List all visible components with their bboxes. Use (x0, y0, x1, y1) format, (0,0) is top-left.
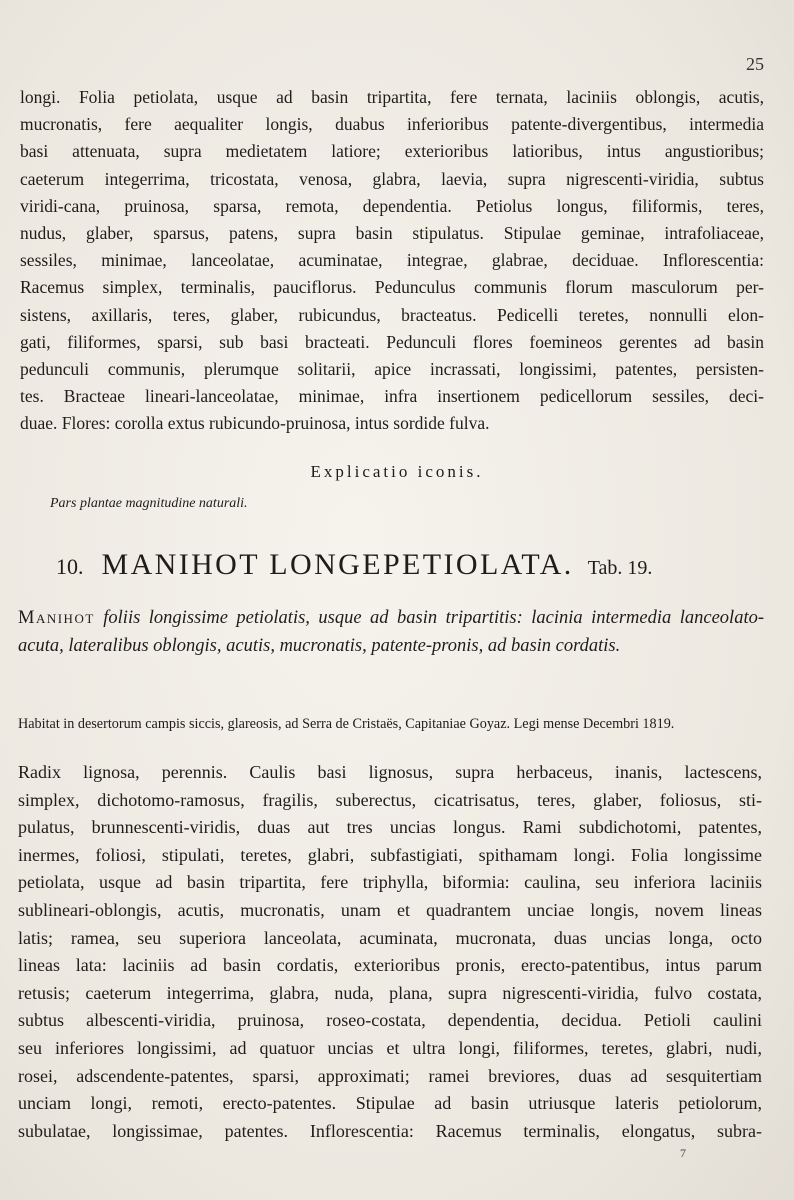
description-paragraph (18, 759, 762, 1145)
text-line: seu inferiores longissimi, ad quatuor uncias et ultra longi, filiformes, teretes, glabri, nudi, (18, 1037, 762, 1058)
diagnosis-genus: Manihot (18, 608, 95, 628)
text-line: Radix lignosa, perennis. Caulis basi lignosus, supra herbaceus, inanis, lactescens, (18, 762, 762, 782)
text-line: longi. Folia petiolata, usque ad basin tripartita, fere ternata, laciniis oblongis, acutis, (20, 87, 764, 107)
text-line: caeterum integerrima, tricostata, venosa, glabra, laevia, supra nigrescenti-viridia, subtus (20, 168, 764, 189)
text-line: rosei, adscendente-patentes, sparsi, approximati; ramei breviores, duas ad sesquitertiam (18, 1065, 762, 1086)
text-line: subtus albescenti-viridia, pruinosa, roseo-costata, dependentia, decidua. Petioli caulini (18, 1010, 762, 1031)
text-line: basi attenuata, supra medietatem latiore; exterioribus latioribus, intus angustioribus; (20, 141, 764, 162)
signature-mark: 7 (680, 1146, 686, 1160)
text-line: unciam longi, remoti, erecto-patentes. Stipulae ad basin utriusque lateris petiolorum, (18, 1093, 762, 1114)
species-name: MANIHOT LONGEPETIOLATA. (101, 548, 574, 581)
text-line: pulatus, brunnescenti-viridis, duas aut tres uncias longus. Rami subdichotomi, patentes, (18, 817, 762, 838)
diagnosis-text: foliis longissime petiolatis, usque ad basin tripartitis: lacinia intermedia lanceolato-acuta, lateralibus oblongis, acutis, mucronatis, patente-pronis, ad basin cordatis. (18, 608, 764, 656)
text-line: sessiles, minimae, lanceolatae, acuminatae, integrae, glabrae, deciduae. Inflorescentia: (20, 250, 764, 271)
text-line: tes. Bracteae lineari-lanceolatae, minimae, infra insertionem pedicellorum sessiles, deci- (20, 386, 764, 407)
text-line: simplex, dichotomo-ramosus, fragilis, suberectus, cicatrisatus, teres, glaber, foliosus, sti- (18, 789, 762, 810)
species-diagnosis (18, 604, 764, 660)
plate-reference: Tab. 19. (587, 557, 653, 579)
text-line: pedunculi communis, plerumque solitarii, apice incrassati, longissimi, patentes, persisten- (20, 359, 764, 380)
text-line: Racemus simplex, terminalis, pauciflorus. Pedunculus communis florum masculorum per- (20, 277, 764, 298)
explicatio-caption: Pars plantae magnitudine naturali. (50, 496, 248, 511)
text-line: petiolata, usque ad basin tripartita, fere triphylla, biformia: caulina, seu inferiora laciniis (18, 872, 762, 893)
page-number: 25 (746, 54, 764, 74)
text-line: retusis; caeterum integerrima, glabra, nuda, plana, supra nigrescenti-viridia, fulvo costata, (18, 982, 762, 1003)
description-paragraph-continued (20, 84, 764, 438)
text-line: latis; ramea, seu superiora lanceolata, acuminata, mucronata, duas uncias longa, octo (18, 927, 762, 948)
text-line: nudus, glaber, sparsus, patens, supra basin stipulatus. Stipulae geminae, intrafoliaceae, (20, 223, 764, 244)
text-line: gati, filiformes, sparsi, sub basi bracteati. Pedunculi flores foemineos gerentes ad basin (20, 331, 764, 352)
text-line: subulatae, longissimae, patentes. Inflorescentia: Racemus terminalis, elongatus, subra- (18, 1120, 762, 1141)
text-line: sublineari-oblongis, acutis, mucronatis, unam et quadrantem unciae longis, novem lineas (18, 899, 762, 920)
text-line: lineas lata: laciniis ad basin cordatis, exterioribus pronis, erecto-patentibus, intus parum (18, 955, 762, 976)
text-line: sistens, axillaris, teres, glaber, rubicundus, bracteatus. Pedicelli teretes, nonnulli elon- (20, 304, 764, 325)
text-line: inermes, foliosi, stipulati, teretes, glabri, subfastigiati, spithamam longi. Folia longissime (18, 844, 762, 865)
explicatio-heading: Explicatio iconis. (310, 462, 484, 481)
text-line: duae. Flores: corolla extus rubicundo-pruinosa, intus sordide fulva. (20, 413, 490, 434)
species-heading (56, 548, 756, 582)
habitat-line: Habitat in desertorum campis siccis, glareosis, ad Serra de Cristaës, Capitaniae Goyaz. Legi mense Decembri 1819. (18, 716, 675, 732)
species-number: 10. (56, 554, 84, 579)
text-line: viridi-cana, pruinosa, sparsa, remota, dependentia. Petiolus longus, filiformis, teres, (20, 195, 764, 216)
text-line: mucronatis, fere aequaliter longis, duabus inferioribus patente-divergentibus, intermedia (20, 114, 764, 135)
